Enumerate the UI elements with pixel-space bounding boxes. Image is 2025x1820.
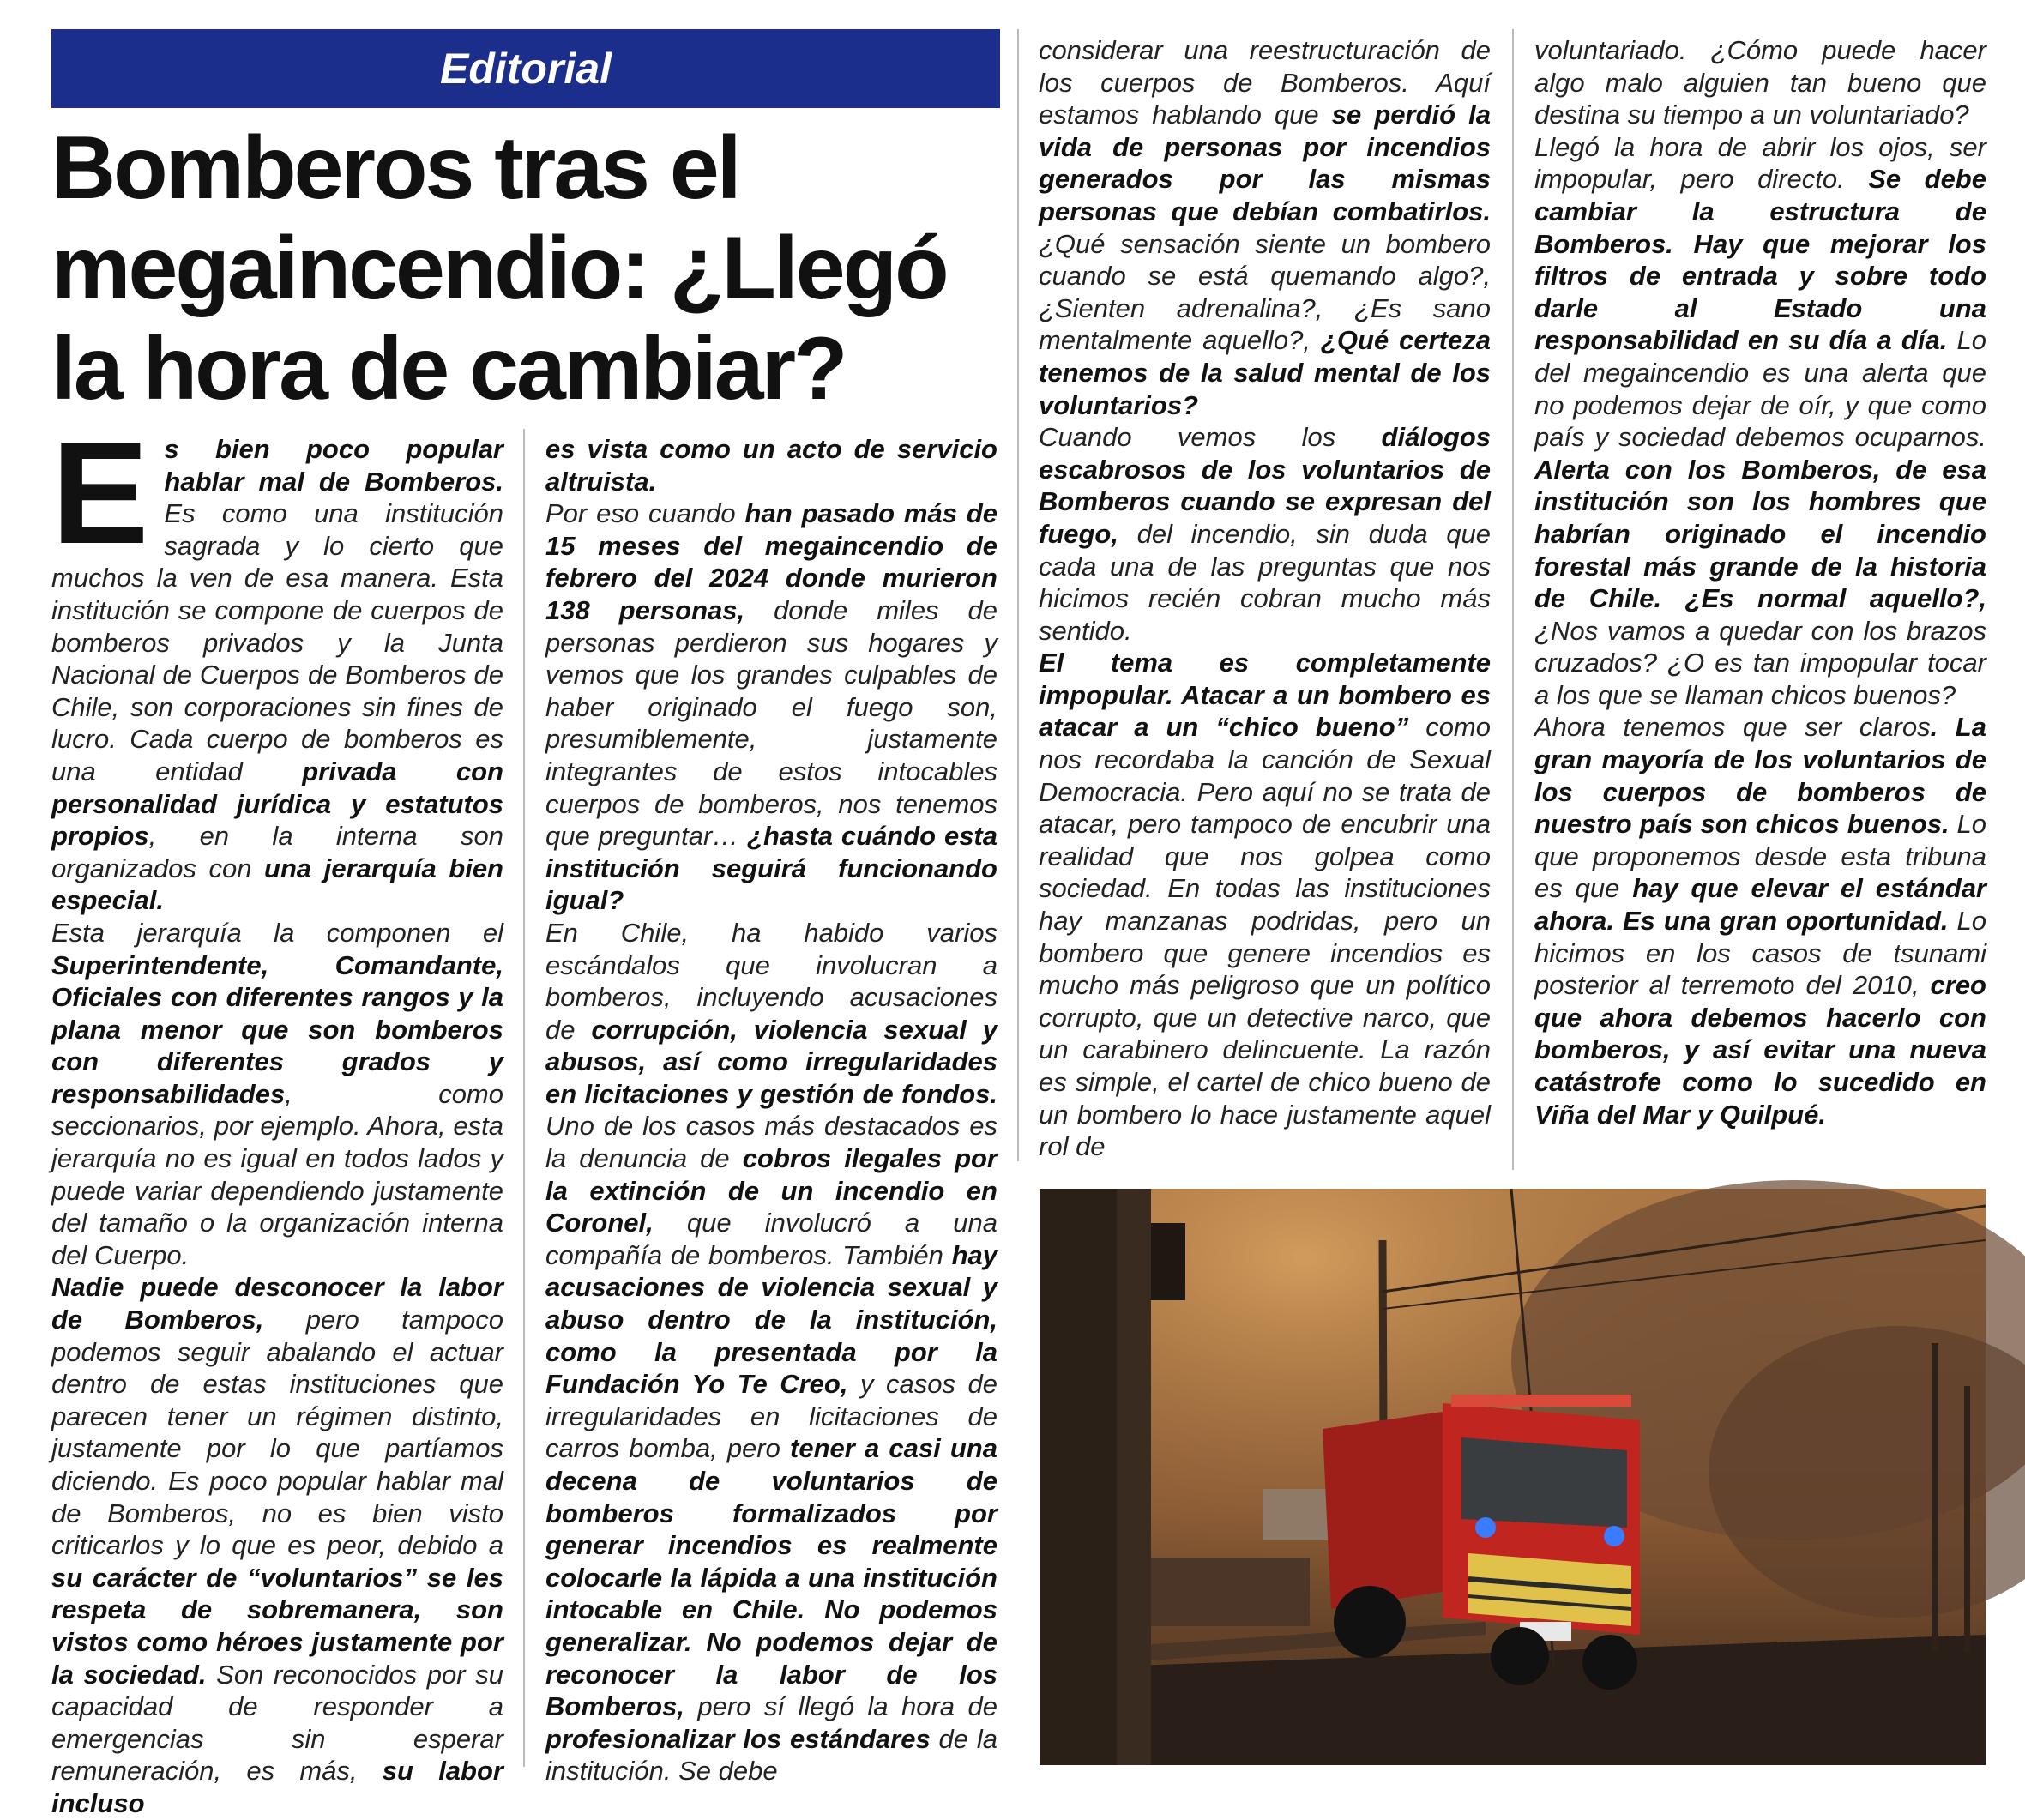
paragraph	[51, 917, 503, 1272]
bold-text: El tema es completamente impopular. Atacar a un bombero es atacar a un “chico bueno”	[1039, 648, 1491, 743]
body-text: Son reconocidos por su capacidad de responder a emergencias sin esperar remuneración, es más,	[51, 1659, 504, 1787]
article-column-2	[545, 433, 997, 1787]
truck-body	[1323, 1412, 1443, 1609]
headlight	[1475, 1517, 1496, 1538]
body-text: donde miles de personas perdieron sus hogares y vemos que los grandes culpables de haber originado el fuego son, presumiblemente, justamente integrantes de estos intocables cuerpos de bomberos, nos tenemos que preguntar…	[545, 594, 997, 852]
body-text: ¿Qué sensación siente un bombero cuando se está quemando algo?, ¿Sienten adrenalina?, ¿Es sano mentalmente aquello?,	[1039, 228, 1491, 356]
bold-text: corrupción, violencia sexual y abusos, así como irregularidades en licitaciones y gestión de fondos.	[545, 1014, 997, 1109]
bold-text: creo que ahora debemos hacerlo con bomberos, y así evitar una nueva catástrofe como lo sucedido en Viña del Mar y Quilpué.	[1534, 970, 1986, 1130]
bold-text: Alerta con los Bomberos, de esa institución son los hombres que habrían originado el incendio forestal más grande de la historia de Chile. ¿Es normal aquello?,	[1534, 454, 1986, 614]
body-text: pero tampoco podemos seguir abalando el actuar dentro de estas instituciones que parecen tener un régimen distinto, justamente por lo que partíamos diciendo. Es poco popular hablar mal de Bomberos, no es bien visto criticarlos y lo que es peor, debido a	[51, 1305, 503, 1561]
truck-windshield	[1461, 1437, 1627, 1528]
body-text: ¿Nos vamos a quedar con los brazos cruzados? ¿O es tan impopular tocar a los que se llaman chicos buenos?	[1534, 615, 1986, 710]
body-text: considerar una reestructuración de los cuerpos de Bomberos. Aquí estamos hablando que	[1039, 35, 1491, 130]
bold-text: privada con personalidad jurídica y estatutos propios	[51, 756, 503, 852]
paragraph	[1534, 711, 1986, 1130]
body-text: Cuando vemos los	[1039, 422, 1382, 453]
body-text: Lo del megaincendio es una alerta que no podemos dejar de oír, y que como país y sociedad debemos ocuparnos.	[1534, 325, 1986, 453]
section-banner	[51, 29, 1000, 108]
bold-text: s bien poco popular hablar mal de Bomberos.	[164, 434, 503, 497]
body-text: pero sí llegó la hora de	[684, 1691, 997, 1722]
article-column-4	[1534, 34, 1986, 1171]
fire-truck-photo	[1040, 1189, 1986, 1765]
paragraph	[1534, 34, 1986, 131]
body-text: Es como una institución sagrada y lo cierto que muchos la ven de esa manera. Esta institución se compone de cuerpos de bomberos privados y la Junta Nacional de Cuerpos de Bomberos de Chile, son corporaciones sin fines de lucro. Cada cuerpo de bomberos es una entidad	[51, 498, 503, 786]
body-text: del incendio, sin duda que cada una de las preguntas que nos hicimos recién cobran mucho más sentido.	[1039, 518, 1491, 646]
paragraph	[1039, 421, 1491, 647]
bold-text: se perdió la vida de personas por incendios generados por las mismas personas que debían combatirlos.	[1039, 99, 1491, 226]
paragraph	[51, 412, 503, 917]
street-lamp-pole	[1040, 1189, 1117, 1765]
body-text: Uno de los casos más destacados es la denuncia de	[545, 1111, 997, 1174]
bold-text: Se debe cambiar la estructura de Bomberos. Hay que mejorar los filtros de entrada y sobre todo darle al Estado una responsabilidad en su día a día.	[1534, 164, 1986, 356]
body-text: Llegó la hora de abrir los ojos, ser impopular, pero directo.	[1534, 131, 1986, 195]
body-text: como nos recordaba la canción de Sexual Democracia. Pero aquí no se trata de atacar, pero tampoco de encubrir una realidad que nos golpea como sociedad. En todas las instituciones hay manzanas podridas, pero un bombero que genere incendios es mucho más peligroso que un político corrupto, que un detective narco, que un carabinero delincuente. La razón es simple, el cartel de chico bueno de un bombero lo hace justamente aquel rol de	[1039, 712, 1491, 1162]
truck-wheel	[1334, 1586, 1406, 1658]
truck-wheel	[1582, 1635, 1637, 1690]
bold-text: . La gran mayoría de los voluntarios de los cuerpos de bomberos de nuestro país son chicos buenos.	[1534, 712, 1986, 840]
paragraph	[545, 917, 997, 1787]
bold-text: hay acusaciones de violencia sexual y abuso dentro de la institución, como la presentada por la Fundación Yo Te Creo,	[545, 1239, 997, 1400]
distant-pole	[1964, 1386, 1970, 1652]
paragraph	[545, 497, 997, 917]
body-text: , en la interna son organizados con	[51, 821, 503, 883]
column-rule	[523, 429, 525, 1767]
bold-text: hay que elevar el estándar ahora. Es una gran oportunidad.	[1534, 873, 1986, 937]
bold-text: ¿hasta cuándo esta institución seguirá funcionando igual?	[545, 821, 997, 916]
paragraph	[1039, 34, 1491, 421]
bold-text: su carácter de “voluntarios” se les respeta de sobremanera, son vistos como héroes justamente por la sociedad.	[51, 1562, 503, 1690]
bold-text: es vista como un acto de servicio altruista.	[545, 434, 997, 497]
headline: Bomberos tras el megaincendio: ¿Llegó la hora de cambiar?	[51, 118, 947, 419]
body-text: , como seccionarios, por ejemplo. Ahora, esta jerarquía no es igual en todos lados y puede variar dependiendo justamente del tamaño o la organización interna del Cuerpo.	[51, 1078, 503, 1270]
body-text: Esta jerarquía la componen el	[51, 917, 503, 948]
bold-text: han pasado más de 15 meses del megaincendio de febrero del 2024 donde murieron 138 personas,	[545, 498, 997, 625]
bold-text: una jerarquía bien especial.	[51, 853, 503, 916]
bold-text: diálogos escabrosos de los voluntarios de Bomberos cuando se expresan del fuego,	[1039, 422, 1491, 549]
paragraph	[51, 1271, 503, 1819]
bold-text: su labor incluso	[51, 1756, 503, 1818]
article-column-1	[51, 412, 504, 1818]
bold-text: profesionalizar los estándares	[545, 1723, 931, 1754]
drop-cap: E	[51, 412, 149, 575]
column-rule	[1017, 29, 1019, 1161]
body-text: Por eso cuando	[545, 498, 745, 529]
paragraph	[1534, 131, 1986, 712]
body-text: de la institución. Se debe	[545, 1723, 997, 1787]
traffic-light	[1151, 1223, 1185, 1300]
section-label: Editorial	[439, 45, 612, 93]
bold-text: ¿Qué certeza tenemos de la salud mental de los voluntarios?	[1039, 325, 1491, 420]
body-text: y casos de irregularidades en licitaciones de carros bomba, pero	[545, 1369, 997, 1464]
column-rule	[1512, 29, 1514, 1170]
paragraph	[1039, 647, 1491, 1163]
headlight	[1604, 1526, 1624, 1546]
article-column-3	[1039, 34, 1491, 1166]
street-lamp-pole	[1117, 1189, 1151, 1765]
body-text: voluntariado. ¿Cómo puede hacer algo malo alguien tan bueno que destina su tiempo a un voluntariado?	[1534, 35, 1986, 130]
bold-text: Superintendente, Comandante, Oficiales con diferentes rangos y la plana menor que son bomberos con diferentes grados y responsabilidades	[51, 949, 503, 1109]
body-text: Lo hicimos en los casos de tsunami posterior al terremoto del 2010,	[1534, 906, 1986, 1001]
fire-truck-illustration	[1040, 1189, 1986, 1765]
light-bar	[1451, 1395, 1631, 1407]
body-text: que involucró a una compañía de bomberos. También	[545, 1208, 997, 1270]
truck-wheel	[1491, 1627, 1549, 1685]
bold-text: tener a casi una decena de voluntarios de bomberos formalizados por generar incendios es realmente colocarle la lápida a una institución intocable en Chile. No podemos generalizar. No podemos dejar de reconocer la labor de los Bomberos,	[545, 1433, 997, 1722]
paragraph	[545, 433, 997, 497]
bold-text: Nadie puede desconocer la labor de Bomberos,	[51, 1272, 503, 1335]
body-text: Lo que proponemos desde esta tribuna es que	[1534, 809, 1986, 904]
body-text: Ahora tenemos que ser claros	[1534, 712, 1931, 743]
body-text: En Chile, ha habido varios escándalos que involucran a bomberos, incluyendo acusaciones de	[545, 917, 997, 1045]
bold-text: cobros ilegales por la extinción de un incendio en Coronel,	[545, 1143, 997, 1238]
distant-pole	[1932, 1343, 1938, 1652]
